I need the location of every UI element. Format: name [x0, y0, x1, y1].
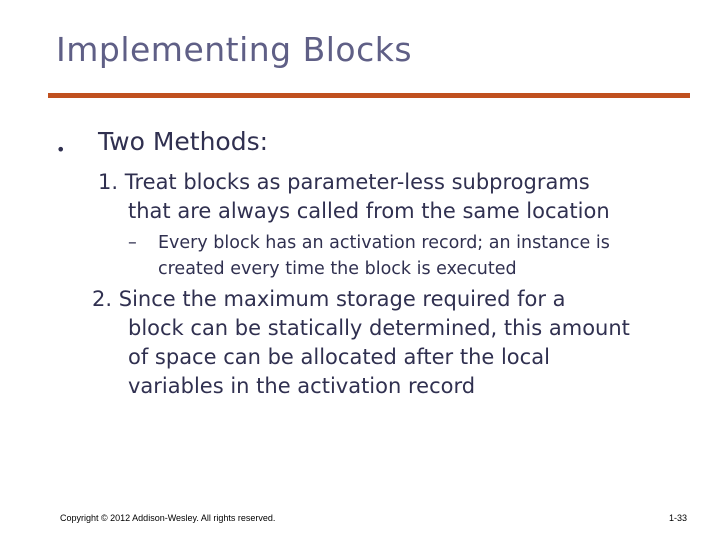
dash-icon: –	[128, 233, 137, 253]
list-item	[98, 168, 610, 226]
bullet-icon: •	[56, 140, 66, 159]
sub-text-line: Every block has an activation record; an instance is	[158, 233, 610, 253]
item-text-line: block can be statically determined, this amount	[128, 316, 630, 340]
item-text-line: Since the maximum storage required for a	[118, 287, 566, 311]
item-text-line: Treat blocks as parameter-less subprograms	[124, 170, 590, 194]
page-number: 1-33	[668, 513, 687, 523]
sub-item	[128, 230, 610, 282]
item-text-line: that are always called from the same location	[128, 199, 610, 223]
slide-title: Implementing Blocks	[56, 30, 413, 69]
item-text-line: of space can be allocated after the local	[128, 345, 550, 369]
main-point: Two Methods:	[98, 127, 269, 156]
title-divider	[48, 93, 690, 98]
sub-text-line: created every time the block is executed	[158, 259, 517, 279]
item-text-line: variables in the activation record	[128, 374, 476, 398]
list-item	[92, 285, 630, 401]
item-number: 1.	[98, 170, 119, 194]
copyright-notice: Copyright © 2012 Addison-Wesley. All rights reserved.	[60, 513, 276, 523]
item-number: 2.	[92, 287, 113, 311]
